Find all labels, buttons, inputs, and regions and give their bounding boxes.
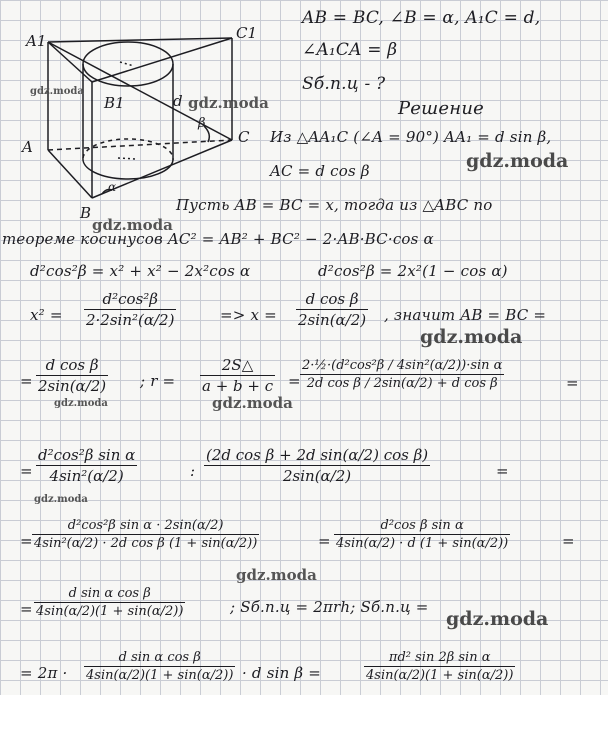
watermark: gdz.moda [34, 494, 88, 505]
solution-line-2: AC = d cos β [270, 162, 370, 180]
l6-fraction-2: d cos β 2sin(α/2) [298, 290, 367, 329]
label-alpha: α [108, 180, 117, 194]
l6-lhs: x² = [30, 306, 63, 324]
l11-mid: · d sin β = [242, 664, 322, 682]
edge-a1c1 [48, 38, 232, 42]
solution-line-5a: d²cos²β = x² + x² − 2x²cos α [30, 262, 251, 280]
edge-b1c1 [92, 38, 232, 82]
l11-fraction-2: πd² sin 2β sin α 4sin(α/2)(1 + sin(α/2)) [366, 650, 514, 683]
l10-eq: = [20, 600, 33, 618]
label-d: d [173, 92, 183, 110]
l10-fraction: d sin α cos β 4sin(α/2)(1 + sin(α/2)) [36, 586, 184, 619]
label-beta: β [198, 116, 206, 131]
l11-fraction-1: d sin α cos β 4sin(α/2)(1 + sin(α/2)) [86, 650, 234, 683]
watermark: gdz.moda [92, 216, 173, 234]
solution-line-1: Из △AA₁C (∠A = 90°) AA₁ = d sin β, [270, 128, 552, 146]
watermark: gdz.moda [446, 608, 549, 630]
l6-arrow: => x = [220, 306, 277, 324]
cylinder-top [83, 42, 173, 86]
watermark: gdz.moda [54, 398, 108, 409]
l8-fraction-2: (2d cos β + 2d sin(α/2) cos β) 2sin(α/2) [206, 446, 429, 485]
l9-eq: = [20, 532, 33, 550]
l9-fraction-2: d²cos β sin α 4sin(α/2) · d (1 + sin(α/2)) [336, 518, 509, 551]
l8-fraction-1: d²cos²β sin α 4sin²(α/2) [38, 446, 136, 485]
label-a: A [22, 138, 33, 156]
l7-r: ; r = [140, 372, 176, 390]
solution-line-5b: d²cos²β = 2x²(1 − cos α) [318, 262, 508, 280]
watermark: gdz.moda [466, 150, 569, 172]
l9-fraction-1: d²cos²β sin α · 2sin(α/2) 4sin²(α/2) · 2d cos β (1 + sin(α/2)) [34, 518, 258, 551]
l8-eq: = [20, 462, 33, 480]
watermark: gdz.moda [30, 86, 84, 97]
solution-heading: Решение [398, 98, 484, 119]
watermark: gdz.moda [212, 394, 293, 412]
l7-fraction-1: d cos β 2sin(α/2) [38, 356, 107, 395]
label-c: C [238, 128, 250, 146]
label-b1: B1 [104, 94, 125, 112]
cylinder-bottom-back [83, 139, 173, 160]
label-b: B [80, 204, 92, 222]
l9-eq2: = [318, 532, 331, 550]
l10-mid: ; Sб.п.ц = 2πrh; Sб.п.ц = [230, 598, 429, 616]
watermark: gdz.moda [188, 94, 269, 112]
given-line-2: ∠A₁CA = β [302, 40, 398, 60]
l8-colon: : [190, 462, 196, 480]
l6-tail: , значит AB = BC = [384, 306, 547, 324]
given-find: Sб.п.ц - ? [302, 74, 386, 94]
l7-eq: = [20, 372, 33, 390]
l7-fraction-3: 2·½·(d²cos²β / 4sin²(α/2))·sin α 2d cos β / 2sin(α/2) + d cos β [302, 358, 503, 391]
edge-ab [48, 150, 92, 198]
solution-line-4: теореме косинусов AC² = AB² + BC² − 2·AB·BC·cos α [2, 230, 434, 248]
l7-eq3: = [566, 374, 579, 392]
l9-eq3: = [562, 532, 575, 550]
given-line-1: AB = BC, ∠B = α, A₁C = d, [302, 8, 541, 28]
watermark: gdz.moda [420, 326, 523, 348]
l8-eq2: = [496, 462, 509, 480]
cylinder-bottom-front [83, 158, 173, 179]
label-c1: C1 [236, 24, 258, 42]
l6-fraction-1: d²cos²β 2·2sin²(α/2) [86, 290, 175, 329]
l7-eq2: = [288, 372, 301, 390]
edge-ac-hidden [48, 140, 232, 150]
label-a1: A1 [26, 32, 47, 50]
solution-line-3: Пусть AB = BC = x, тогда из △ABC по [176, 196, 493, 214]
l7-fraction-2: 2S△ a + b + c [202, 356, 274, 395]
watermark: gdz.moda [236, 566, 317, 584]
l11-eq: = 2π · [20, 664, 68, 682]
